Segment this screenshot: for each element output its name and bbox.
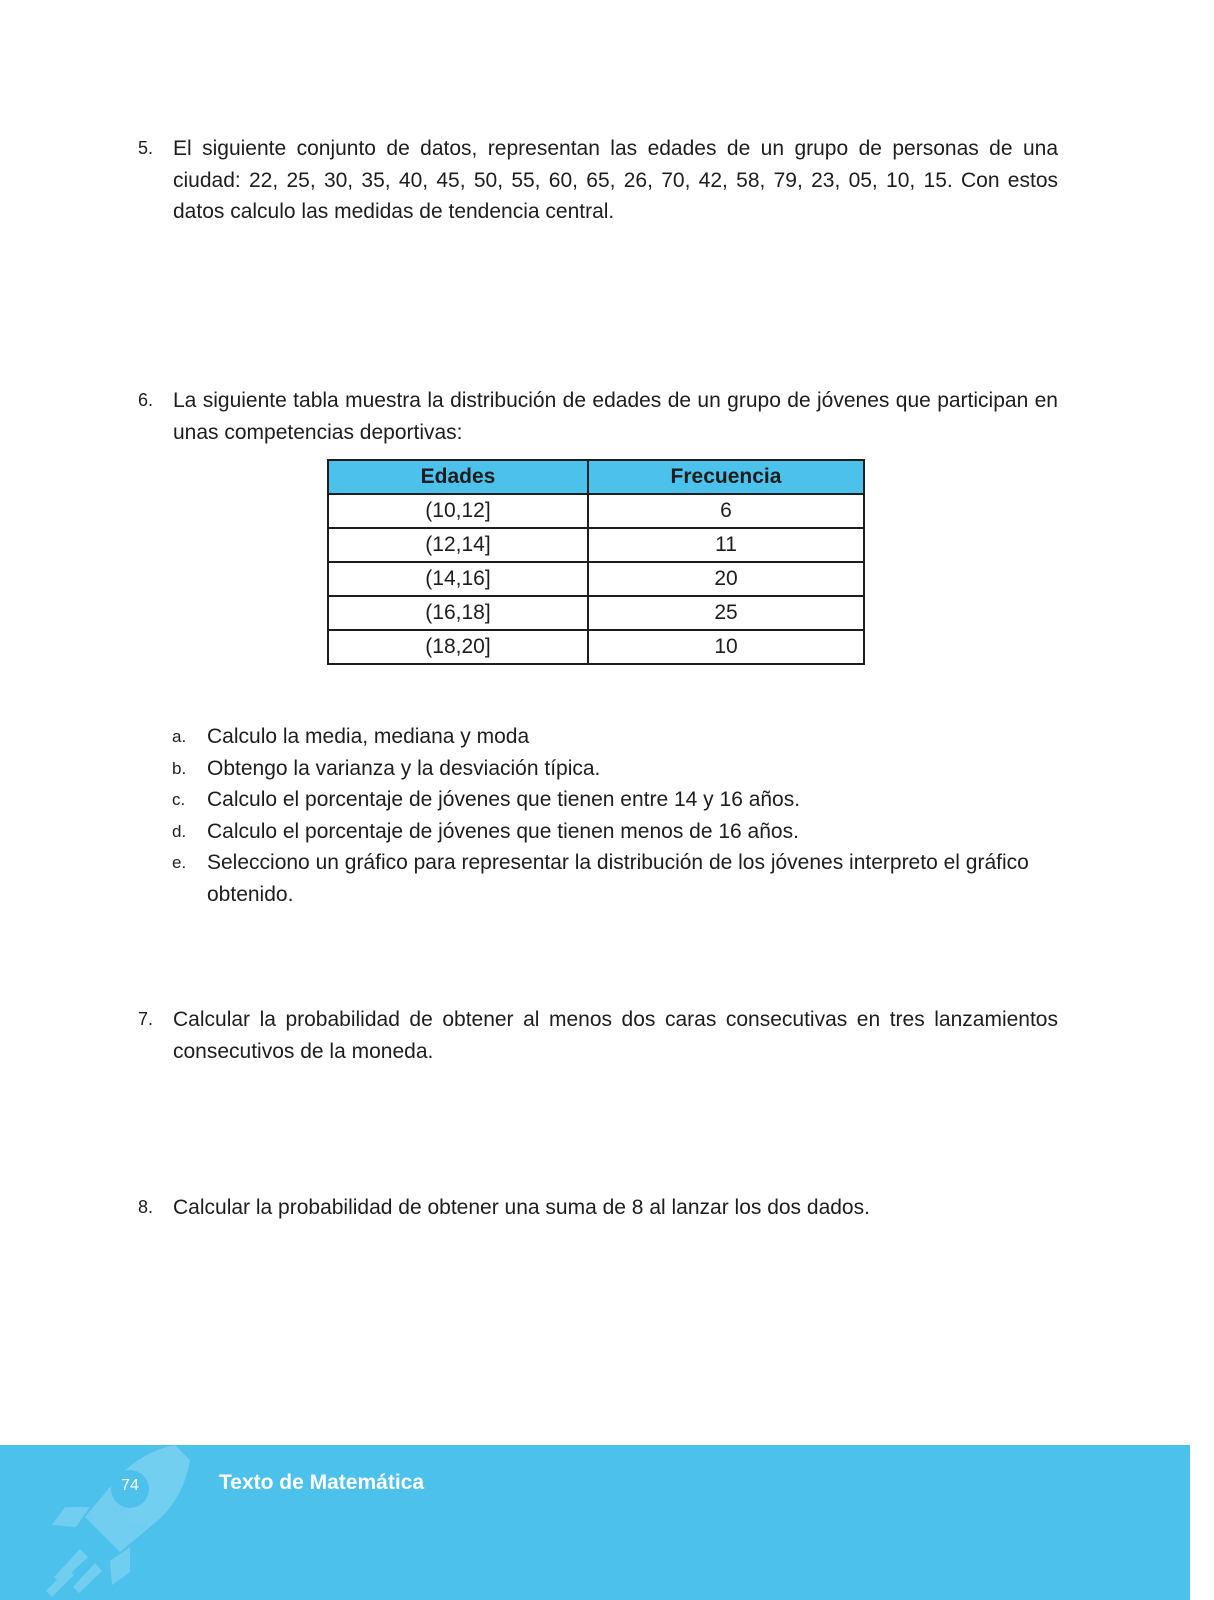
rocket-icon [40, 1445, 190, 1600]
list-item [172, 721, 1056, 753]
cell-frecuencia: 10 [588, 630, 864, 664]
list-item [172, 753, 1056, 785]
sub-question-list [172, 721, 1056, 910]
cell-edad: (10,12] [328, 494, 588, 528]
question-number: 5. [138, 138, 154, 158]
question-8 [138, 1192, 1058, 1224]
cell-edad: (18,20] [328, 630, 588, 664]
header-edades: Edades [328, 460, 588, 494]
question-text: La siguiente tabla muestra la distribución de edades de un grupo de jóvenes que participan en unas competencias deportivas: [173, 389, 1058, 444]
header-frecuencia: Frecuencia [588, 460, 864, 494]
table-row [328, 494, 864, 528]
cell-frecuencia: 25 [588, 596, 864, 630]
question-text: Calcular la probabilidad de obtener una suma de 8 al lanzar los dos dados. [173, 1196, 870, 1219]
list-item [172, 816, 1056, 848]
question-5 [138, 133, 1058, 228]
item-text: Calculo el porcentaje de jóvenes que tienen menos de 16 años. [207, 819, 799, 843]
question-number: 6. [138, 390, 154, 410]
frequency-table [327, 459, 865, 665]
cell-edad: (14,16] [328, 562, 588, 596]
question-number: 8. [138, 1197, 154, 1217]
item-text: Selecciono un gráfico para representar la distribución de los jóvenes interpreto el gráfico obtenido. [207, 851, 1029, 906]
cell-frecuencia: 20 [588, 562, 864, 596]
table-row [328, 562, 864, 596]
page-number: 74 [121, 1477, 139, 1494]
question-text: El siguiente conjunto de datos, representan las edades de un grupo de personas de una ciudad: 22, 25, 30, 35, 40, 45, 50, 55, 60, 65, 26, 70, 42, 58, 79, 23, 05, 10, 15. Con estos datos calculo las medidas de tendencia central. [173, 137, 1058, 223]
table-row [328, 630, 864, 664]
cell-edad: (12,14] [328, 528, 588, 562]
cell-edad: (16,18] [328, 596, 588, 630]
cell-frecuencia: 6 [588, 494, 864, 528]
item-letter: c. [172, 790, 186, 809]
question-number: 7. [138, 1009, 154, 1029]
item-letter: d. [172, 821, 187, 841]
table-row [328, 596, 864, 630]
question-7 [138, 1004, 1058, 1067]
table-row [328, 528, 864, 562]
table-header-row [328, 460, 864, 494]
item-text: Calculo el porcentaje de jóvenes que tienen entre 14 y 16 años. [207, 788, 801, 811]
page-footer [0, 1445, 1190, 1600]
item-letter: e. [172, 853, 187, 872]
item-letter: a. [172, 727, 187, 746]
list-item [172, 784, 1056, 816]
footer-title: Texto de Matemática [219, 1471, 425, 1494]
question-6 [138, 385, 1058, 448]
list-item [172, 847, 1056, 910]
item-text: Calculo la media, mediana y moda [207, 725, 530, 748]
cell-frecuencia: 11 [588, 528, 864, 562]
item-text: Obtengo la varianza y la desviación típica. [207, 756, 601, 780]
item-letter: b. [172, 758, 187, 778]
question-text: Calcular la probabilidad de obtener al menos dos caras consecutivas en tres lanzamientos consecutivos de la moneda. [173, 1008, 1058, 1063]
